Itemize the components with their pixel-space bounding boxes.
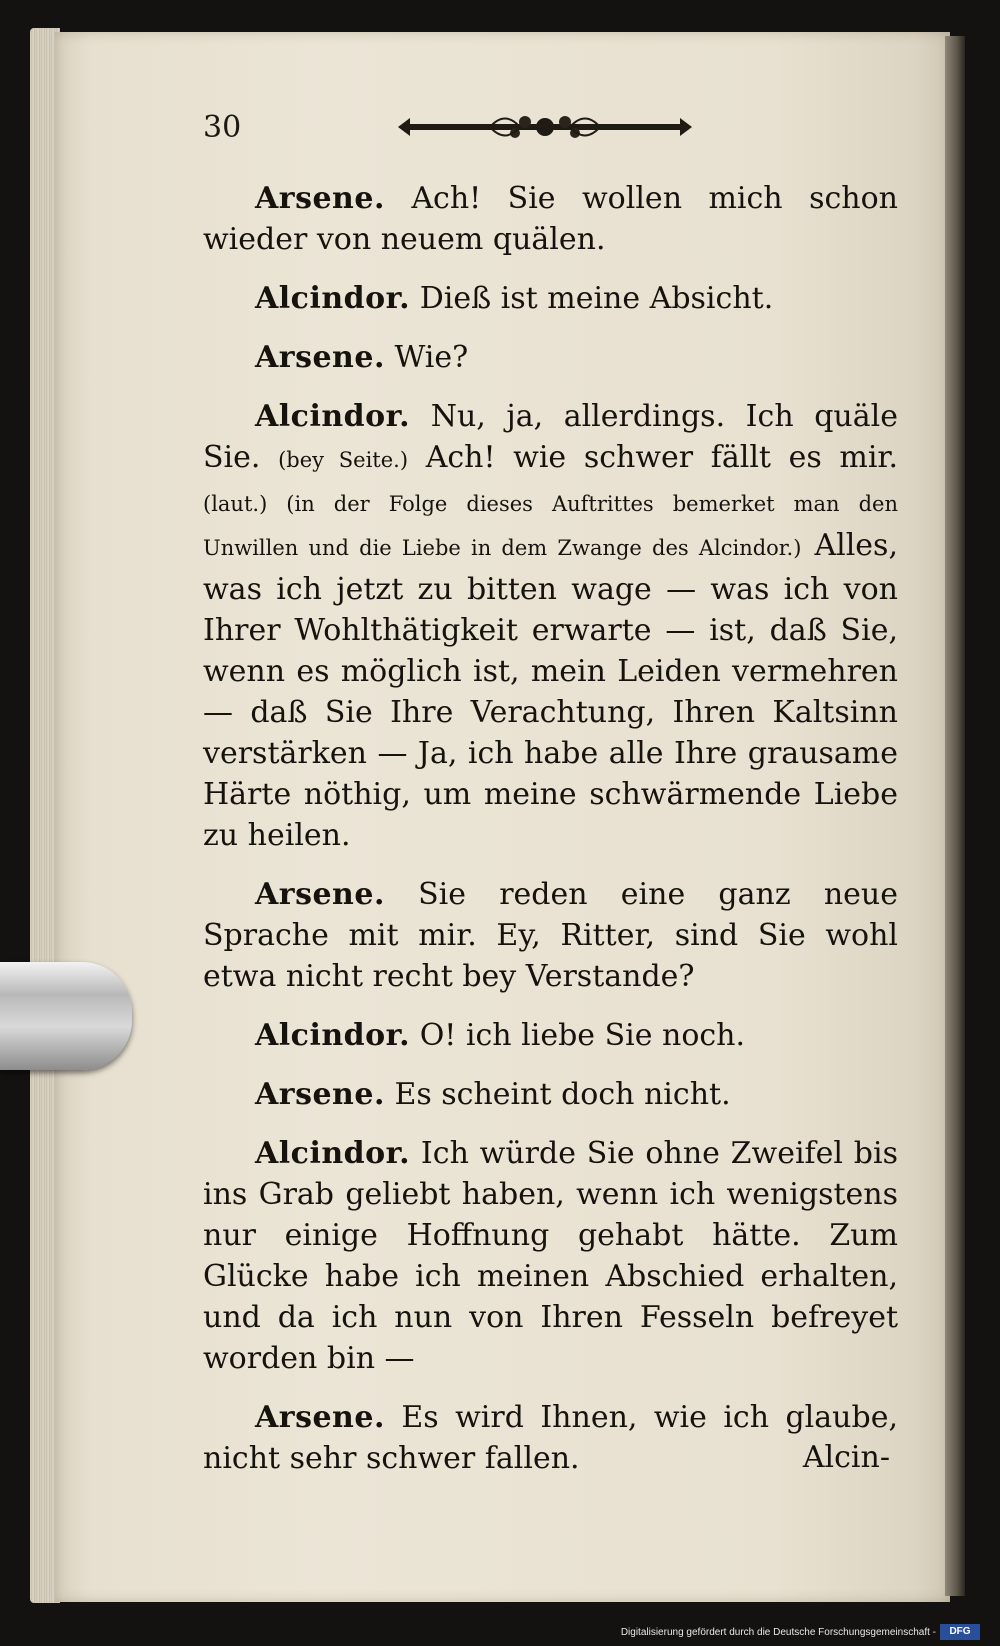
page-gutter-shadow [945, 36, 965, 1596]
speaker-name: Arsene. [255, 181, 385, 216]
stage-direction: (bey Seite.) [278, 448, 409, 472]
speaker-name: Arsene. [255, 1077, 385, 1112]
dialogue-text: Dieß ist meine Absicht. [419, 281, 774, 316]
speaker-name: Alcindor. [255, 399, 411, 434]
dialogue-paragraph [203, 396, 898, 856]
page-clip [0, 962, 132, 1070]
speaker-name: Alcindor. [255, 1136, 411, 1171]
dialogue-text: Es scheint doch nicht. [394, 1077, 731, 1112]
dialogue-paragraph [203, 1397, 898, 1479]
dialogue-paragraph [203, 1133, 898, 1379]
dialogue-text: Ach! Sie wollen mich schon wieder von neuem quälen. [203, 181, 898, 257]
speaker-name: Arsene. [255, 340, 385, 375]
page-number: 30 [203, 110, 242, 145]
dialogue-paragraph [203, 178, 898, 260]
digitization-credit: Digitalisierung gefördert durch die Deutsche Forschungsgemeinschaft - [620, 1627, 936, 1638]
stage-direction: (laut.) (in der Folge dieses Auftrittes bemerket man den Unwillen und die Liebe in dem Zwange des Alcindor.) [203, 492, 898, 560]
dialogue-paragraph [203, 337, 898, 378]
ornament-flourish-icon [390, 104, 700, 150]
speaker-name: Arsene. [255, 1400, 385, 1435]
dialogue-paragraph [203, 874, 898, 997]
dialogue-text: Alles, was ich jetzt zu bitten wage — was ich von Ihrer Wohlthätigkeit erwarte — ist, daß Sie, wenn es möglich ist, mein Leiden vermehren — daß Sie Ihre Verachtung, Ihren Kaltsinn verstärken — Ja, ich habe alle Ihre grausame Härte nöthig, um meine schwärmende Liebe zu heilen. [203, 528, 898, 853]
speaker-name: Alcindor. [255, 281, 411, 316]
speaker-name: Arsene. [255, 877, 385, 912]
dialogue-paragraph [203, 1074, 898, 1115]
dialogue-text: O! ich liebe Sie noch. [419, 1018, 746, 1053]
dialogue-text: Es wird Ihnen, wie ich glaube, nicht sehr schwer fallen. [203, 1400, 898, 1476]
dialogue-text: Nu, ja, allerdings. Ich quäle Sie. [203, 399, 898, 475]
dialogue-paragraph [203, 278, 898, 319]
dialogue-text: Wie? [394, 340, 469, 375]
dialogue-text: Ich würde Sie ohne Zweifel bis ins Grab geliebt haben, wenn ich wenigstens nur einige Hoffnung gehabt hätte. Zum Glücke habe ich meinen Abschied erhalten, und da ich nun von Ihren Fesseln befreyet worden bin — [203, 1136, 898, 1376]
dialogue-paragraph [203, 1015, 898, 1056]
dfg-logo-icon: DFG [940, 1624, 980, 1640]
catchword: Alcin- [802, 1440, 890, 1475]
dialogue-text: Ach! wie schwer fällt es mir. [425, 440, 898, 475]
main-text [203, 178, 898, 1497]
dialogue-text: Sie reden eine ganz neue Sprache mit mir. Ey, Ritter, sind Sie wohl etwa nicht recht bey Verstande? [203, 877, 898, 994]
speaker-name: Alcindor. [255, 1018, 411, 1053]
